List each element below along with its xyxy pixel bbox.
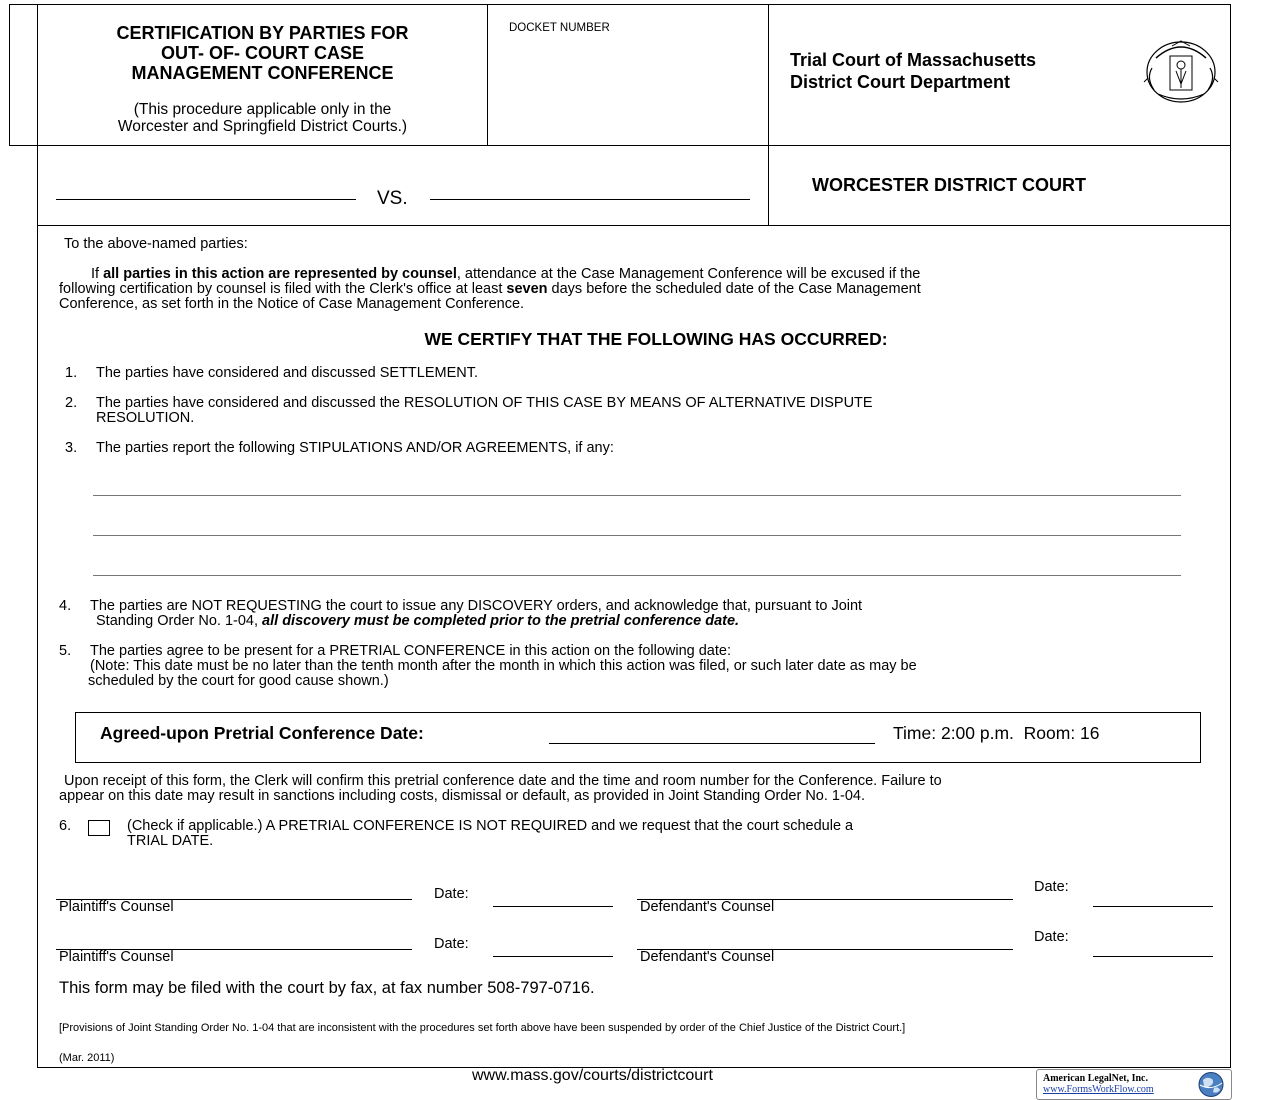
defendant-counsel-label-2: Defendant's Counsel: [640, 949, 775, 965]
item-4-line-2: [90, 614, 1200, 629]
court-name: WORCESTER DISTRICT COURT: [812, 175, 1086, 195]
item-5-line-2: (Note: This date must be no later than the tenth month after the month in which this action was filed, or such later date as may be: [90, 658, 917, 674]
header-divider-2: [768, 4, 769, 225]
form-title: [40, 23, 485, 83]
intro-line-1: [59, 267, 1219, 282]
court-heading: [790, 49, 1036, 93]
court-heading-line-2: District Court Department: [790, 72, 1011, 92]
massachusetts-seal-icon: [1142, 38, 1220, 104]
fax-notice: This form may be filed with the court by fax, at fax number 508-797-0716.: [59, 979, 595, 997]
pretrial-time-room: Time: 2:00 p.m. Room: 16: [893, 723, 1100, 743]
defendant-date-line-1[interactable]: [1093, 906, 1213, 907]
item-4-text-2a: Standing Order No. 1-04,: [96, 613, 263, 629]
item-3-number: 3.: [65, 440, 78, 456]
item-2-text: [96, 396, 1196, 426]
legalnet-badge-link: www.FormsWorkFlow.com: [1043, 1084, 1154, 1095]
no-pretrial-checkbox[interactable]: [88, 820, 110, 836]
footer-url[interactable]: www.mass.gov/courts/districtcourt: [472, 1067, 713, 1084]
header-bottom-rule: [37, 145, 1230, 146]
defendant-counsel-label-1: Defendant's Counsel: [640, 899, 775, 915]
item-3-text: The parties report the following STIPULATIONS AND/OR AGREEMENTS, if any:: [96, 440, 614, 456]
legalnet-badge[interactable]: [1036, 1069, 1232, 1100]
plaintiff-date-label-2: Date:: [434, 936, 469, 952]
provisions-note: [Provisions of Joint Standing Order No. 1-04 that are inconsistent with the procedures set forth above have been suspended by order of the Chief Justice of the District Court.]: [59, 1022, 906, 1034]
form-frame: [37, 4, 1231, 1068]
parties-bottom-rule: [37, 225, 1230, 226]
pretrial-date-input-line[interactable]: [549, 743, 875, 744]
item-4-text: [90, 599, 1200, 629]
plaintiff-date-label-1: Date:: [434, 886, 469, 902]
receipt-paragraph: [59, 774, 1224, 804]
defendant-date-label-2: Date:: [1034, 929, 1069, 945]
plaintiff-date-line-1[interactable]: [493, 906, 613, 907]
procedure-note-line-1: (This procedure applicable only in the: [133, 101, 392, 118]
left-stub-bottom: [9, 145, 39, 146]
procedure-note: [40, 101, 485, 135]
intro-text-2b: seven: [506, 281, 548, 297]
item-2-number: 2.: [65, 395, 78, 411]
stipulation-line-3[interactable]: [93, 575, 1181, 576]
stipulation-line-1[interactable]: [93, 495, 1181, 496]
intro-text-2c: days before the scheduled date of the Case Management: [547, 281, 921, 297]
salutation: To the above-named parties:: [64, 236, 248, 252]
item-4-line-1: The parties are NOT REQUESTING the court to issue any DISCOVERY orders, and acknowledge that, pursuant to Joint: [90, 598, 863, 614]
legalnet-badge-name: American LegalNet, Inc.: [1043, 1073, 1148, 1084]
plaintiff-counsel-label-2: Plaintiff's Counsel: [59, 949, 174, 965]
left-stub: [9, 4, 10, 145]
item-1-text: The parties have considered and discussed SETTLEMENT.: [96, 365, 479, 381]
defendant-date-label-1: Date:: [1034, 879, 1069, 895]
docket-number-label: DOCKET NUMBER: [509, 22, 610, 34]
intro-text-2a: following certification by counsel is filed with the Clerk's office at least: [59, 281, 507, 297]
top-left-stub: [9, 4, 39, 5]
intro-line-2: [59, 282, 1219, 297]
docket-number-field[interactable]: [495, 40, 760, 138]
item-2-line-1: The parties have considered and discussed the RESOLUTION OF THIS CASE BY MEANS OF ALTERNATIVE DISPUTE: [96, 395, 873, 411]
item-4-text-2b: all discovery must be completed prior to the pretrial conference date.: [262, 613, 740, 629]
item-2-line-2: RESOLUTION.: [96, 410, 195, 426]
item-5-number: 5.: [59, 643, 72, 659]
header-divider-1: [487, 4, 488, 145]
item-5-line-3: scheduled by the court for good cause shown.): [88, 673, 389, 689]
certify-heading: WE CERTIFY THAT THE FOLLOWING HAS OCCURRED:: [424, 329, 888, 349]
receipt-line-2: appear on this date may result in sanctions including costs, dismissal or default, as provided in Joint Standing Order No. 1-04.: [59, 788, 865, 804]
intro-line-3: Conference, as set forth in the Notice of Case Management Conference.: [59, 296, 525, 312]
item-6-number: 6.: [59, 818, 72, 834]
revision-date: (Mar. 2011): [59, 1052, 115, 1064]
item-6-text: [127, 819, 1127, 849]
globe-icon: [1197, 1071, 1225, 1098]
item-5-text: [90, 644, 1210, 689]
defendant-party-line[interactable]: [430, 199, 750, 200]
intro-text-1a: If: [91, 266, 104, 282]
receipt-line-1: Upon receipt of this form, the Clerk will confirm this pretrial conference date and the time and room number for the Conference. Failure to: [64, 773, 942, 789]
defendant-date-line-2[interactable]: [1093, 956, 1213, 957]
plaintiff-party-line[interactable]: [56, 199, 356, 200]
form-title-line-1: CERTIFICATION BY PARTIES FOR: [116, 23, 409, 43]
court-heading-line-1: Trial Court of Massachusetts: [790, 50, 1037, 70]
intro-paragraph: [59, 267, 1219, 312]
procedure-note-line-2: Worcester and Springfield District Courts.): [117, 118, 408, 135]
form-title-line-3: MANAGEMENT CONFERENCE: [131, 63, 394, 83]
intro-text-1b: all parties in this action are represented by counsel: [103, 266, 457, 282]
item-5-line-1: The parties agree to be present for a PRETRIAL CONFERENCE in this action on the following date:: [90, 643, 731, 659]
item-6-line-1: (Check if applicable.) A PRETRIAL CONFERENCE IS NOT REQUIRED and we request that the court schedule a: [127, 818, 854, 834]
stipulation-line-2[interactable]: [93, 535, 1181, 536]
plaintiff-date-line-2[interactable]: [493, 956, 613, 957]
item-1-number: 1.: [65, 365, 78, 381]
plaintiff-counsel-label-1: Plaintiff's Counsel: [59, 899, 174, 915]
intro-text-1c: , attendance at the Case Management Conference will be excused if the: [456, 266, 921, 282]
versus-label: VS.: [377, 188, 408, 209]
item-6-line-2: TRIAL DATE.: [127, 833, 214, 849]
item-4-number: 4.: [59, 598, 72, 614]
form-title-line-2: OUT- OF- COURT CASE: [161, 43, 364, 63]
pretrial-date-label: Agreed-upon Pretrial Conference Date:: [100, 723, 424, 743]
